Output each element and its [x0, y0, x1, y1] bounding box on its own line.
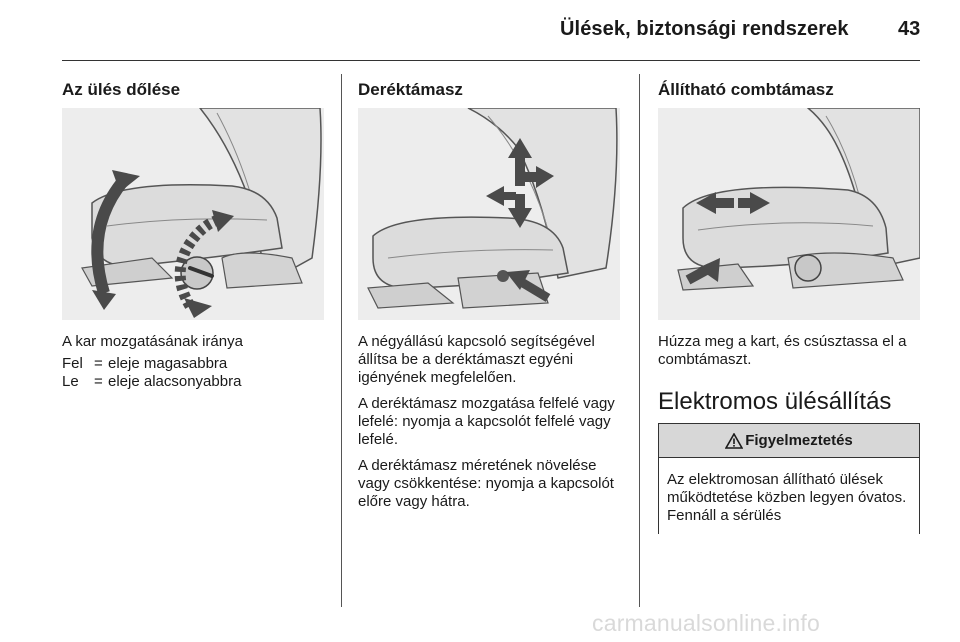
seat-tilt-illustration	[62, 108, 324, 320]
section-title-seat-tilt: Az ülés dőlése	[62, 80, 181, 99]
lumbar-paragraph: A deréktámasz méretének növelése vagy csökkentése: nyomja a kapcsolót előre vagy hátra.	[358, 457, 614, 510]
page-number: 43	[898, 18, 921, 40]
electric-seat-heading: Elektromos ülésállítás	[658, 388, 892, 415]
definition-row	[62, 373, 241, 391]
warning-box	[658, 423, 920, 534]
section-title-lumbar: Deréktámasz	[358, 80, 463, 99]
lumbar-text	[358, 333, 630, 519]
definition-row	[62, 355, 241, 373]
lumbar-paragraph: A deréktámasz mozgatása felfelé vagy lefelé: nyomja a kapcsolót felfelé vagy lefelé.	[358, 395, 615, 448]
thigh-support-illustration	[658, 108, 920, 320]
warning-triangle-icon	[725, 433, 743, 449]
definition-term: Le	[62, 373, 79, 390]
thigh-support-text: Húzza meg a kart, és csúsztassa el a combtámaszt.	[658, 333, 907, 368]
definition-eq: =	[94, 355, 103, 372]
definition-desc: eleje alacsonyabbra	[108, 373, 242, 390]
header-divider	[62, 60, 920, 61]
warning-header	[659, 424, 919, 458]
column-divider-2	[639, 74, 640, 607]
warning-text: Az elektromosan állítható ülések működtetése közben legyen óvatos. Fennáll a sérülés	[667, 471, 907, 524]
section-title-thigh-support: Állítható combtámasz	[658, 80, 834, 99]
column-divider-1	[341, 74, 342, 607]
definition-eq: =	[94, 373, 103, 390]
lumbar-support-illustration	[358, 108, 620, 320]
definition-term: Fel	[62, 355, 83, 372]
seat-tilt-caption: A kar mozgatásának iránya	[62, 333, 243, 350]
seat-tilt-definitions	[62, 355, 332, 391]
page-header-title: Ülések, biztonsági rendszerek	[560, 18, 849, 40]
watermark: carmanualsonline.info	[592, 610, 820, 636]
warning-title: Figyelmeztetés	[745, 432, 853, 449]
definition-desc: eleje magasabbra	[108, 355, 228, 372]
lumbar-paragraph: A négyállású kapcsoló segítségével állítsa be a deréktámaszt egyéni igényének megfelelően.	[358, 333, 595, 386]
